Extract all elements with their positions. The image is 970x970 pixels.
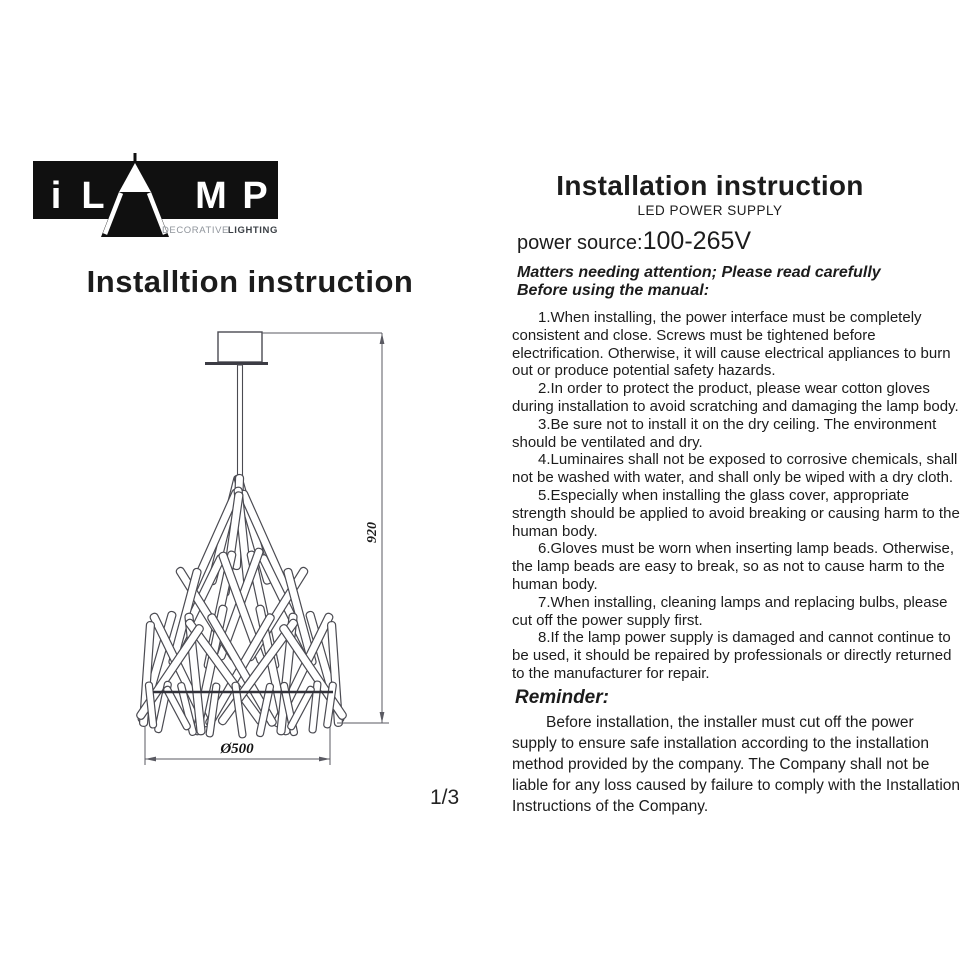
logo-letter-i: i [50, 175, 62, 217]
instruction-item-7: 7.When installing, cleaning lamps and replacing bulbs, please cut off the power supply first. [512, 593, 948, 629]
stick-cluster [135, 474, 347, 738]
logo-letter-p: P [242, 175, 268, 217]
instruction-item-5: 5.Especially when installing the glass cover, appropriate strength should be applied to avoid breaking or causing harm to the human body. [512, 486, 960, 540]
logo-tagline-decorative: DECORATIVE [161, 225, 229, 236]
lamp-technical-drawing [125, 322, 395, 777]
reminder-paragraph: Before installation, the installer must cut off the power supply to ensure safe installation according to the installation method provided by the company. The Company shall not be liable for any loss caused by failure to comply with the Installation Instructions of the Company. [512, 713, 961, 815]
height-dimension-label: 920 [365, 522, 380, 543]
instruction-item-4: 4.Luminaires shall not be exposed to corrosive chemicals, shall not be washed with water, and shall only be wiped with a dry cloth. [512, 451, 958, 487]
dim-arrow-bottom [380, 712, 385, 723]
power-source-label: power source: [517, 232, 643, 254]
instruction-item-6: 6.Gloves must be worn when inserting lamp beads. Otherwise, the lamp beads are easy to break, so as not to cause harm to the human body. [512, 540, 955, 593]
brand-logo [32, 153, 280, 245]
attention-line-1: Matters needing attention; Please read carefully [517, 264, 881, 281]
chandelier-drawing-icon [125, 322, 395, 777]
instructions-column [512, 170, 962, 817]
power-source-line [517, 227, 962, 256]
dim-arrow-right [319, 757, 330, 762]
instruction-item-8: 8.If the lamp power supply is damaged and cannot continue to be used, it should be repaired by professionals or directly returned to the manufacturer for repair. [512, 629, 952, 682]
left-page-title: Installtion instruction [86, 264, 414, 299]
ilamp-logo-icon [32, 153, 280, 245]
right-page-title: Installation instruction [556, 170, 864, 201]
instruction-item-3: 3.Be sure not to install it on the dry ceiling. The environment should be ventilated and dry. [512, 415, 937, 451]
instruction-item-2: 2.In order to protect the product, please wear cotton gloves during installation to avoid scratching and damaging the lamp body. [512, 380, 959, 415]
logo-letter-m: M [195, 175, 227, 217]
diameter-dimension-label: Ø500 [220, 741, 254, 757]
instruction-list [512, 309, 962, 683]
canopy-box [218, 332, 262, 362]
logo-letter-l: L [81, 175, 105, 217]
reminder-heading: Reminder: [515, 686, 609, 708]
attention-line-2: Before using the manual: [517, 282, 710, 299]
subtitle-led-power-supply: LED POWER SUPPLY [637, 203, 783, 218]
logo-tagline-lighting: LIGHTING [227, 225, 278, 236]
dim-arrow-top [380, 333, 385, 344]
power-source-value: 100-265V [642, 227, 752, 255]
page-number: 1/3 [430, 786, 460, 809]
dim-arrow-left [145, 757, 156, 762]
instruction-item-1: 1.When installing, the power interface must be completely consistent and close. Screws must be tightened before electrification. Otherwise, it will cause electrical appliances to burn out or produce potential safety hazards. [512, 309, 951, 380]
attention-heading [517, 264, 962, 300]
